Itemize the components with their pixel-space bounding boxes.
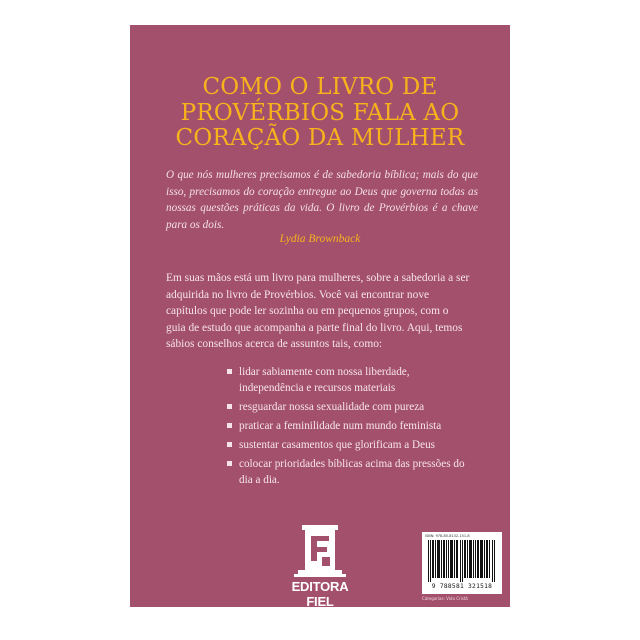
cover-title — [130, 75, 510, 152]
quote-author: Lydia Brownback — [279, 233, 361, 245]
book-back-cover — [130, 25, 510, 607]
publisher-logo — [280, 517, 360, 609]
list-item: colocar prioridades bíblicas acima das pressões do dia a dia. — [227, 456, 466, 489]
description-paragraph: Em suas mãos está um livro para mulheres, sobre a sabedoria a ser adquirida no livro de Provérbios. Você vai encontrar nove capítulos que pode ler sozinha ou em pequenos grupos, com o guia de estudo que acompanha a parte final do livro. Aqui, temos sábios conselhos acerca de assuntos tais, como: — [166, 272, 470, 350]
isbn-label: ISBN: 978-85-8132-151-8 — [425, 534, 470, 538]
list-item: praticar a feminilidade num mundo feminista — [227, 418, 466, 434]
topics-list — [227, 364, 466, 491]
publisher-name: EDITORA FIEL — [291, 579, 349, 609]
title-line-1: COMO O LIVRO DE — [202, 74, 438, 100]
publisher-logo-icon — [280, 517, 360, 579]
title-line-2: PROVÉRBIOS FALA AO — [180, 99, 460, 126]
title-line-3: CORAÇÃO DA MULHER — [175, 125, 465, 151]
list-item: sustentar casamentos que glorificam a Deus — [227, 437, 466, 453]
quote-text: O que nós mulheres precisamos é de sabedoria bíblica; mais do que isso, precisamos do coração entregue ao Deus que governa todas as nossas questões práticas da vida. O livro de Provérbios é a chave para os dois. — [166, 169, 478, 231]
barcode-icon — [426, 540, 498, 582]
isbn-number: 9 788581 321518 — [431, 583, 493, 590]
barcode-box — [422, 532, 502, 594]
list-item: resguardar nossa sexualidade com pureza — [227, 399, 466, 415]
list-item: lidar sabiamente com nossa liberdade, independência e recursos materiais — [227, 364, 466, 397]
category-label: Categorias: Vida Cristã — [422, 596, 468, 601]
